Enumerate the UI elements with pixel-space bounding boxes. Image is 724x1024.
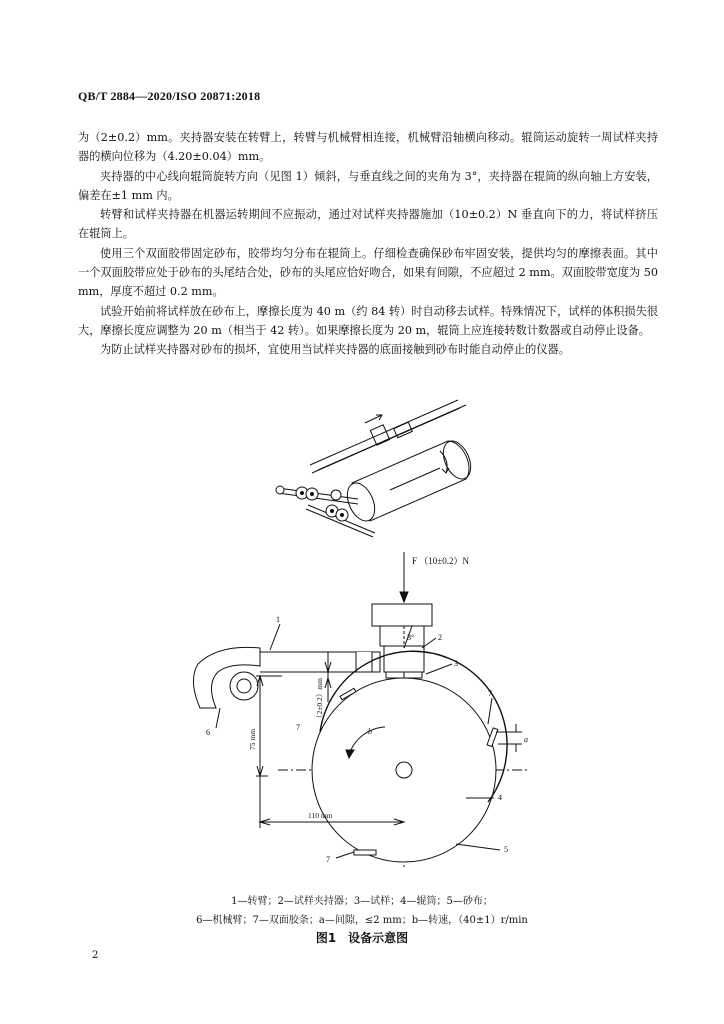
callout-4: 4	[498, 793, 502, 802]
page-number: 2	[92, 950, 99, 961]
callout-5: 5	[504, 845, 508, 854]
force-label: F （10±0.2）N	[412, 556, 469, 566]
paragraph: 使用三个双面胶带固定砂布，胶带均匀分布在辊筒上。仔细检查确保砂布牢固安装，提供均匀的摩擦表面。其中一个双面胶带应处于砂布的头尾结合处，砂布的头尾应恰好吻合，如果有间隙，不应超过 2 mm。双面胶带宽度为 50 mm，厚度不超过 0.2 mm。	[78, 246, 658, 299]
callout-2: 2	[438, 633, 442, 642]
callout-1: 1	[276, 615, 280, 624]
apparatus-isometric-figure	[270, 395, 500, 550]
figure-legend-line-2: 6—机械臂；7—双面胶条；a—间隙，≤2 mm；b—转速，（40±1）r/min	[196, 915, 528, 926]
body-text	[78, 128, 658, 360]
callout-7-bottom: 7	[326, 855, 330, 864]
figure-legend-line-1: 1—转臂；2—试样夹持器；3—试样；4—辊筒；5—砂布；	[231, 896, 493, 907]
gap-letter-a: a	[524, 735, 528, 744]
angle-label: 3°	[407, 633, 415, 642]
figure-title: 图1 设备示意图	[315, 931, 409, 945]
speed-letter-b: b	[368, 727, 372, 736]
callout-7-top: 7	[488, 689, 492, 698]
callout-3: 3	[454, 659, 458, 668]
apparatus-schematic	[160, 552, 550, 872]
paragraph: 试验开始前将试样放在砂布上，摩擦长度为 40 m（约 84 转）时自动移去试样。特殊情况下，试样的体积损失很大，摩擦长度应调整为 20 m（相当于 42 转）。如果摩擦长度为 20 m，辊筒上应连接转数计数器或自动停止设备。	[78, 304, 658, 337]
standard-header: QB/T 2884—2020/ISO 20871:2018	[78, 89, 261, 103]
paragraph: 为（2±0.2）mm。夹持器安装在转臂上，转臂与机械臂相连接，机械臂沿轴横向移动。辊筒运动旋转一周试样夹持器的横向位移为（4.20±0.04）mm。	[78, 131, 658, 164]
paragraph: 为防止试样夹持器对砂布的损坏，宜使用当试样夹持器的底面接触到砂布时能自动停止的仪器。	[100, 343, 570, 357]
paragraph: 转臂和试样夹持器在机器运转期间不应振动，通过对试样夹持器施加（10±0.2）N 垂直向下的力，将试样挤压在辊筒上。	[78, 208, 658, 241]
callout-6: 6	[206, 728, 210, 737]
dimension-110mm: 110 mm	[308, 811, 333, 820]
paragraph: 夹持器的中心线向辊筒旋转方向（见图 1）倾斜，与垂直线之间的夹角为 3°，夹持器在辊筒的纵向轴上方安装，偏差在±1 mm 内。	[78, 169, 658, 202]
dimension-75mm: 75 mm	[248, 728, 257, 750]
callout-7-left: 7	[296, 723, 300, 732]
gap-dimension: （2±0.2）mm	[315, 678, 324, 722]
